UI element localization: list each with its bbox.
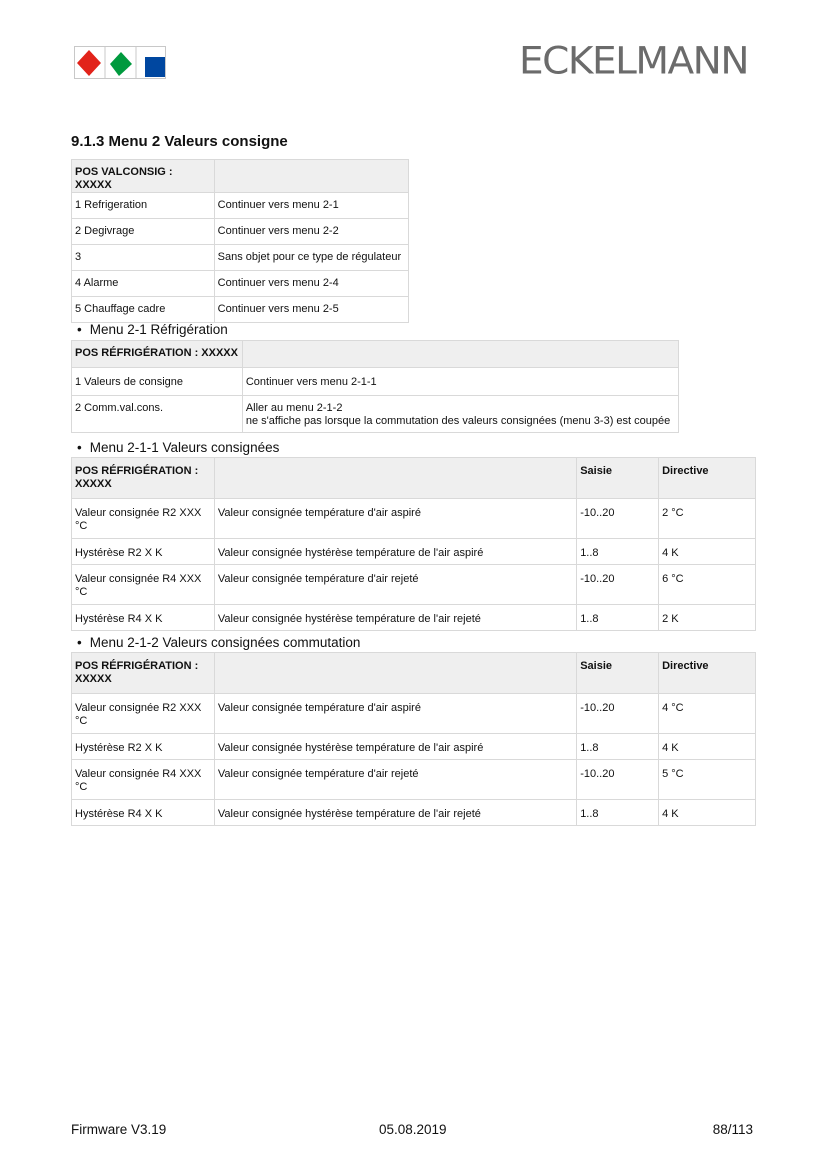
table-row [72, 539, 756, 565]
table-header-cell: Saisie [577, 653, 659, 694]
table-row [72, 800, 756, 826]
table-header-cell [214, 653, 576, 694]
table-cell: 5 °C [659, 760, 756, 800]
table-cell-line: ne s'affiche pas lorsque la commutation des valeurs consignées (menu 3-3) est coupée [245, 415, 671, 427]
table-cell: Valeur consignée température d'air rejeté [214, 760, 576, 800]
table-header-row [72, 653, 756, 694]
table-header-row [72, 160, 409, 193]
table-cell: Valeur consignée R4 XXX °C [72, 565, 215, 605]
menu2-1-table [71, 340, 679, 433]
table-cell: Valeur consignée température d'air aspiré [214, 499, 576, 539]
table-header-cell: Directive [659, 653, 756, 694]
bullet-label: Menu 2-1-2 Valeurs consignées commutation [89, 635, 361, 650]
table-cell: 4 K [659, 539, 756, 565]
table-header-cell: POS RÉFRIGÉRATION : XXXXX [72, 458, 215, 499]
table-cell: Valeur consignée hystérèse température de l'air aspiré [214, 734, 576, 760]
footer-firmware: Firmware V3.19 [71, 1122, 167, 1137]
table-cell: Valeur consignée hystérèse température de l'air aspiré [214, 539, 576, 565]
table-header-cell [242, 341, 678, 368]
table-cell: 1..8 [577, 800, 659, 826]
table-cell: 4 °C [659, 694, 756, 734]
table-cell: Continuer vers menu 2-1-1 [242, 368, 678, 396]
menu2-1-2-table [71, 652, 756, 826]
table-row [72, 193, 409, 219]
table-cell: Hystérèse R4 X K [72, 605, 215, 631]
table-cell: -10..20 [577, 565, 659, 605]
table-row [72, 605, 756, 631]
footer-page-number: 88/113 [712, 1122, 753, 1137]
table-cell: 2 °C [659, 499, 756, 539]
table-cell: 4 K [659, 800, 756, 826]
table-cell: 2 Comm.val.cons. [72, 396, 243, 433]
bullet-icon: • [77, 440, 82, 455]
bullet-menu-2-1 [77, 322, 228, 337]
table-cell: Hystérèse R2 X K [72, 734, 215, 760]
table-cell: 1..8 [577, 539, 659, 565]
table-header-cell: POS RÉFRIGÉRATION : XXXXX [72, 341, 243, 368]
table-cell [242, 396, 678, 433]
menu2-1-1-table [71, 457, 756, 631]
section-title: 9.1.3 Menu 2 Valeurs consigne [71, 133, 288, 150]
table-cell: 4 Alarme [72, 271, 215, 297]
table-row [72, 245, 409, 271]
table-header-cell: Saisie [577, 458, 659, 499]
bullet-icon: • [77, 635, 82, 650]
table-cell: Valeur consignée R4 XXX °C [72, 760, 215, 800]
table-cell: 6 °C [659, 565, 756, 605]
table-cell: 3 [72, 245, 215, 271]
table-cell: Valeur consignée R2 XXX °C [72, 499, 215, 539]
table-header-cell: POS RÉFRIGÉRATION : XXXXX [72, 653, 215, 694]
bullet-label: Menu 2-1-1 Valeurs consignées [89, 440, 280, 455]
table-row [72, 219, 409, 245]
table-cell: Valeur consignée température d'air rejeté [214, 565, 576, 605]
table-cell: Valeur consignée R2 XXX °C [72, 694, 215, 734]
table-header-cell [214, 458, 576, 499]
bullet-label: Menu 2-1 Réfrigération [89, 322, 228, 337]
table-row [72, 565, 756, 605]
table-row [72, 368, 679, 396]
brand-wordmark: ECKELMANN [519, 40, 748, 83]
table-cell-line: Aller au menu 2-1-2 [245, 402, 343, 414]
table-cell: 1..8 [577, 605, 659, 631]
table-row [72, 396, 679, 433]
table-cell: Hystérèse R2 X K [72, 539, 215, 565]
table-cell: Continuer vers menu 2-4 [214, 271, 408, 297]
table-cell: 1 Refrigeration [72, 193, 215, 219]
table-cell: 1 Valeurs de consigne [72, 368, 243, 396]
table-cell: Valeur consignée température d'air aspiré [214, 694, 576, 734]
bullet-menu-2-1-2 [77, 635, 360, 650]
table-cell: -10..20 [577, 760, 659, 800]
bullet-menu-2-1-1 [77, 440, 279, 455]
table-row [72, 499, 756, 539]
table-cell: Continuer vers menu 2-5 [214, 297, 408, 323]
table-header-cell [214, 160, 408, 193]
table-cell: Sans objet pour ce type de régulateur [214, 245, 408, 271]
table-cell: -10..20 [577, 694, 659, 734]
table-header-row [72, 341, 679, 368]
footer-date: 05.08.2019 [379, 1122, 447, 1137]
table-header-cell: Directive [659, 458, 756, 499]
table-cell: 2 Degivrage [72, 219, 215, 245]
table-row [72, 760, 756, 800]
table-cell: Hystérèse R4 X K [72, 800, 215, 826]
menu2-table [71, 159, 409, 323]
table-header-row [72, 458, 756, 499]
blue-square-icon [145, 57, 165, 77]
table-row [72, 734, 756, 760]
table-header-cell: POS VALCONSIG : XXXXX [72, 160, 215, 193]
table-cell: Continuer vers menu 2-2 [214, 219, 408, 245]
table-cell: 1..8 [577, 734, 659, 760]
table-cell: 5 Chauffage cadre [72, 297, 215, 323]
table-cell: -10..20 [577, 499, 659, 539]
company-logo [74, 46, 166, 79]
table-cell: 4 K [659, 734, 756, 760]
table-cell: Valeur consignée hystérèse température de l'air rejeté [214, 800, 576, 826]
bullet-icon: • [77, 322, 82, 337]
table-cell: Valeur consignée hystérèse température de l'air rejeté [214, 605, 576, 631]
table-row [72, 297, 409, 323]
table-row [72, 694, 756, 734]
table-cell: 2 K [659, 605, 756, 631]
table-cell: Continuer vers menu 2-1 [214, 193, 408, 219]
table-row [72, 271, 409, 297]
